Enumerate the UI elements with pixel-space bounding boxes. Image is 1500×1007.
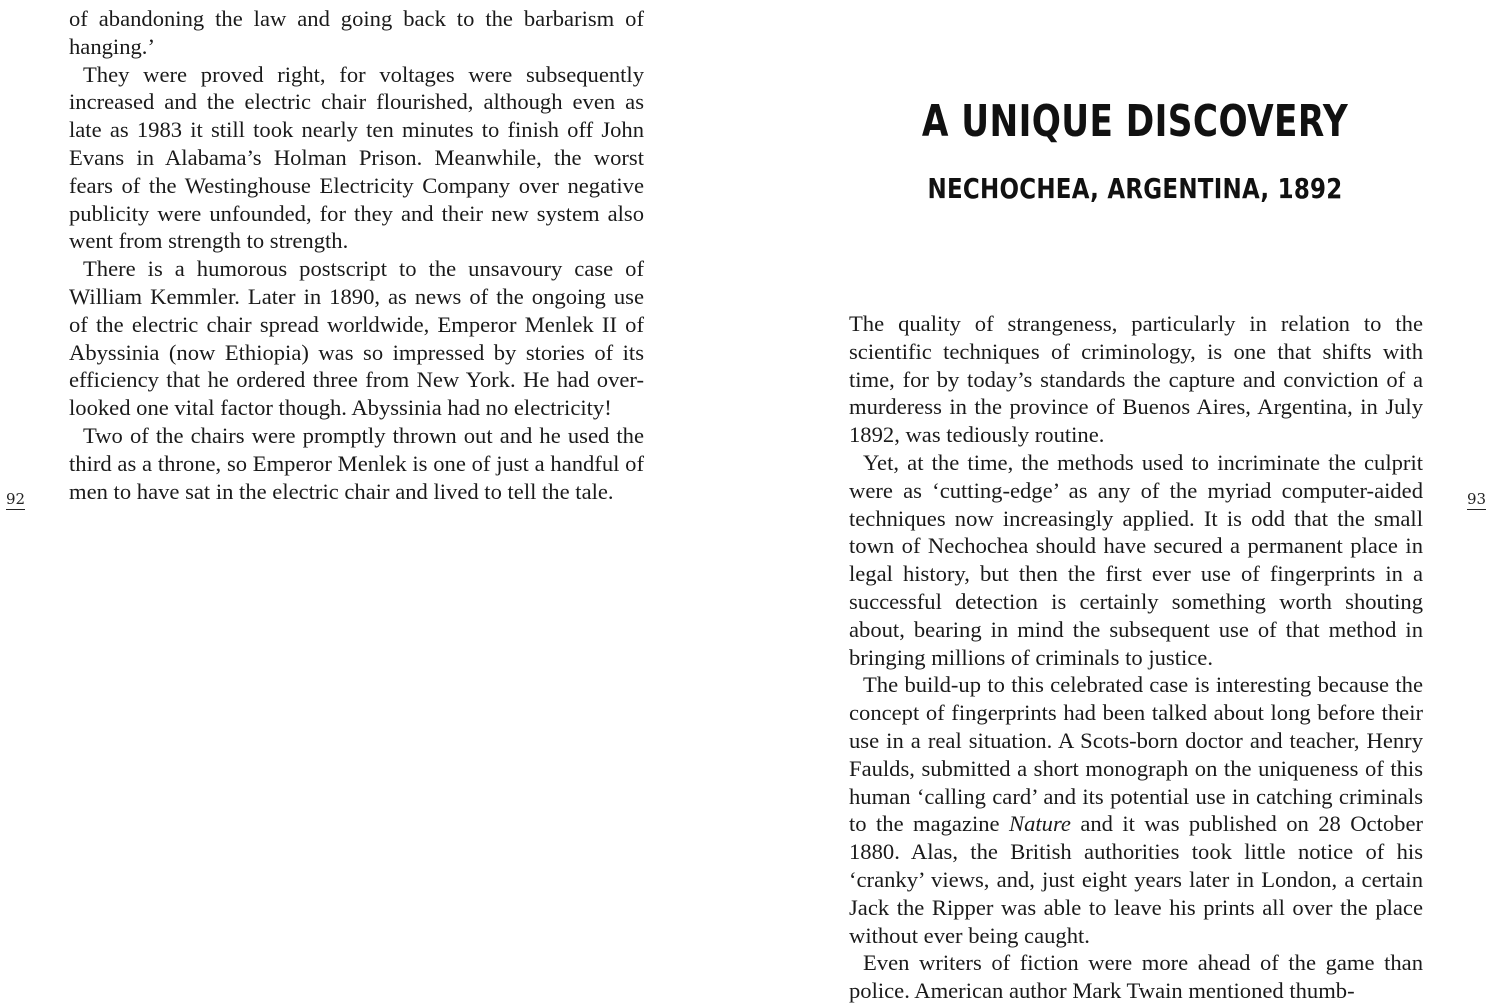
paragraph [849, 671, 1423, 949]
paragraph: Yet, at the time, the methods used to incriminate the culprit were as ‘cutting-edge’ as any of the myriad computer-aided techniques now increasingly applied. It is odd that the small town of Nechochea should have secured a permanent place in legal history, but then the first ever use of fingerprints in a successful detection is certainly something worth shouting about, bearing in mind the subsequent use of that method in bringing millions of criminals to justice. [849, 449, 1423, 670]
left-page-body [69, 5, 644, 505]
right-page-body [849, 310, 1423, 1005]
page-number-right: 93 [1467, 490, 1487, 508]
paragraph-text: and it was published on 28 October 1880. Alas, the British authorities took little notice of his ‘cranky’ views, and, just eight years later in London, a certain Jack the Ripper was able to leave his prints all over the place without ever being caught. [849, 811, 1423, 948]
paragraph: There is a humorous postscript to the unsavoury case of William Kemmler. Later in 1890, as news of the ongoing use of the electric chair spread worldwide, Emperor Menlek II of Abyssinia (now Ethiopia) was so impressed by stories of its efficiency that he ordered three from New York. He had over-looked one vital factor though. Abyssinia had no electricity! [69, 256, 644, 421]
paragraph: They were proved right, for voltages were subsequently increased and the electric chair flourished, although even as late as 1983 it still took nearly ten minutes to finish off John Evans in Alabama’s Holman Prison. Meanwhile, the worst fears of the Westinghouse Electricity Company over negative publicity were unfounded, for they and their new system also went from strength to strength. [69, 61, 644, 254]
paragraph: of abandoning the law and going back to the barbarism of hanging.’ [69, 6, 644, 59]
paragraph: The quality of strangeness, particularly in relation to the scientific techniques of criminology, is one that shifts with time, for by today’s standards the capture and conviction of a murderess in the province of Buenos Aires, Argentina, in July 1892, was tediously routine. [849, 311, 1423, 448]
paragraph: Two of the chairs were promptly thrown out and he used the third as a throne, so Emperor Menlek is one of just a handful of men to have sat in the electric chair and lived to tell the tale. [69, 422, 644, 504]
paragraph: Even writers of fiction were more ahead of the game than police. American author Mark Twain mentioned thumb- [849, 950, 1423, 1004]
chapter-title: A UNIQUE DISCOVERY [921, 96, 1349, 147]
right-page [750, 0, 1500, 1007]
paragraph-text: The build-up to this celebrated case is interesting because the concept of fingerprints had been talked about long before their use in a real situation. A Scots-born doctor and teacher, Henry Faulds, submitted a short monograph on the uniqueness of this human ‘calling card’ and its potential use in catching criminals to the magazine [849, 672, 1423, 837]
chapter-subtitle: NECHOCHEA, ARGENTINA, 1892 [927, 172, 1343, 205]
magazine-title: Nature [1009, 811, 1071, 837]
page-number-left: 92 [6, 490, 26, 508]
